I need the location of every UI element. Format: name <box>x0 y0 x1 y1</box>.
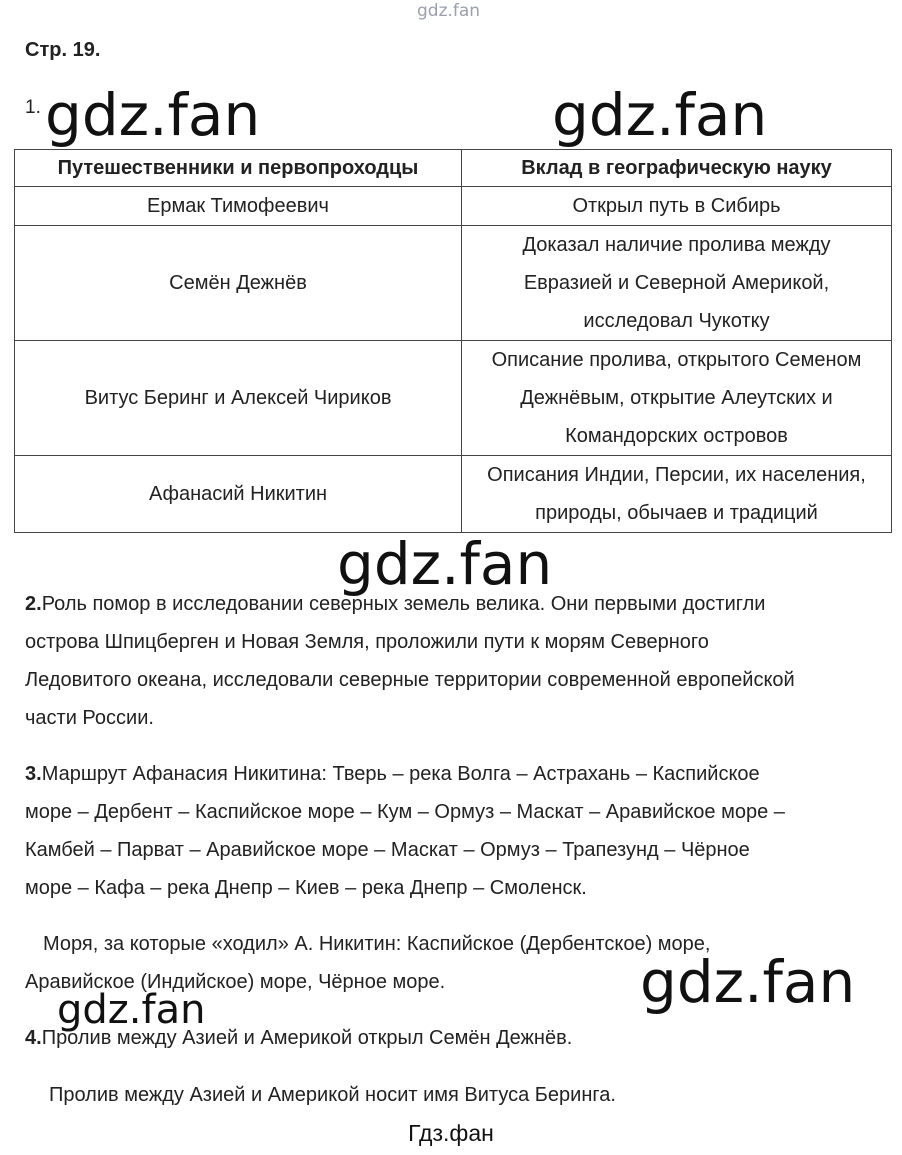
task3-line: Камбей – Парват – Аравийское море – Маскат – Ормуз – Трапезунд – Чёрное <box>25 839 750 861</box>
task4-paragraph <box>25 1019 885 1057</box>
person-cell: Семён Дежнёв <box>15 226 462 341</box>
watermark-lower-right: gdz.fan <box>640 948 856 1016</box>
watermark-top: gdz.fan <box>417 1 481 21</box>
task2-line: острова Шпицберген и Новая Земля, проложили пути к морям Северного <box>25 631 709 653</box>
page-reference: Стр. 19. <box>25 39 101 61</box>
contribution-line: Открыл путь в Сибирь <box>572 195 781 217</box>
contribution-line: исследовал Чукотку <box>583 310 770 332</box>
contribution-line: Доказал наличие пролива между <box>522 234 831 256</box>
task2-paragraph <box>25 585 885 737</box>
seas-line: Аравийское (Индийское) море, Чёрное море. <box>25 971 446 993</box>
table-header-row <box>15 150 892 187</box>
header-explorers: Путешественники и первопроходцы <box>15 150 462 187</box>
person-cell: Витус Беринг и Алексей Чириков <box>15 341 462 456</box>
person-cell: Афанасий Никитин <box>15 456 462 533</box>
task3-line <box>25 755 885 793</box>
seas-line: Моря, за которые «ходил» А. Никитин: Каспийское (Дербентское) море, <box>43 933 711 955</box>
task2-line <box>25 585 885 623</box>
table-row <box>15 456 892 533</box>
task3-line: море – Кафа – река Днепр – Киев – река Днепр – Смоленск. <box>25 877 587 899</box>
task4-number: 4. <box>25 1027 42 1049</box>
table-row <box>15 187 892 226</box>
explorers-table <box>14 149 892 533</box>
task2-line: части России. <box>25 707 154 729</box>
footer-watermark: Гдз.фан <box>408 1120 494 1146</box>
task3-line: море – Дербент – Каспийское море – Кум – Ормуз – Маскат – Аравийское море – <box>25 801 785 823</box>
watermark-center: gdz.fan <box>337 530 553 598</box>
contribution-cell <box>462 341 892 456</box>
contribution-cell <box>462 187 892 226</box>
watermark-right: gdz.fan <box>552 81 768 149</box>
task4-second-line: Пролив между Азией и Америкой носит имя Витуса Беринга. <box>49 1084 616 1106</box>
task3-seas-paragraph <box>25 925 885 1001</box>
table-row <box>15 226 892 341</box>
watermark-lower-left: gdz.fan <box>57 987 206 1033</box>
contribution-cell <box>462 456 892 533</box>
table-row <box>15 341 892 456</box>
task4-line <box>25 1019 885 1057</box>
task2-text: Роль помор в исследовании северных земель велика. Они первыми достигли <box>41 593 766 615</box>
task2-line: Ледовитого океана, исследовали северные территории современной европейской <box>25 669 795 691</box>
contribution-line: Командорских островов <box>565 425 788 447</box>
task2-number: 2. <box>25 593 42 615</box>
person-cell: Ермак Тимофеевич <box>15 187 462 226</box>
task3-number: 3. <box>25 763 42 785</box>
contribution-line: Описания Индии, Персии, их населения, <box>487 464 866 486</box>
header-contribution: Вклад в географическую науку <box>462 150 892 187</box>
contribution-line: Евразией и Северной Америкой, <box>523 272 830 294</box>
contribution-cell <box>462 226 892 341</box>
contribution-line: Описание пролива, открытого Семеном <box>491 349 862 371</box>
task4-text: Пролив между Азией и Америкой открыл Семён Дежнёв. <box>41 1027 573 1049</box>
task1-number: 1. <box>25 97 41 118</box>
contribution-line: Дежнёвым, открытие Алеутских и <box>520 387 833 409</box>
task3-text: Маршрут Афанасия Никитина: Тверь – река Волга – Астрахань – Каспийское <box>41 763 760 785</box>
watermark-left: gdz.fan <box>45 81 261 149</box>
task3-route-paragraph <box>25 755 885 907</box>
contribution-line: природы, обычаев и традиций <box>535 502 818 524</box>
